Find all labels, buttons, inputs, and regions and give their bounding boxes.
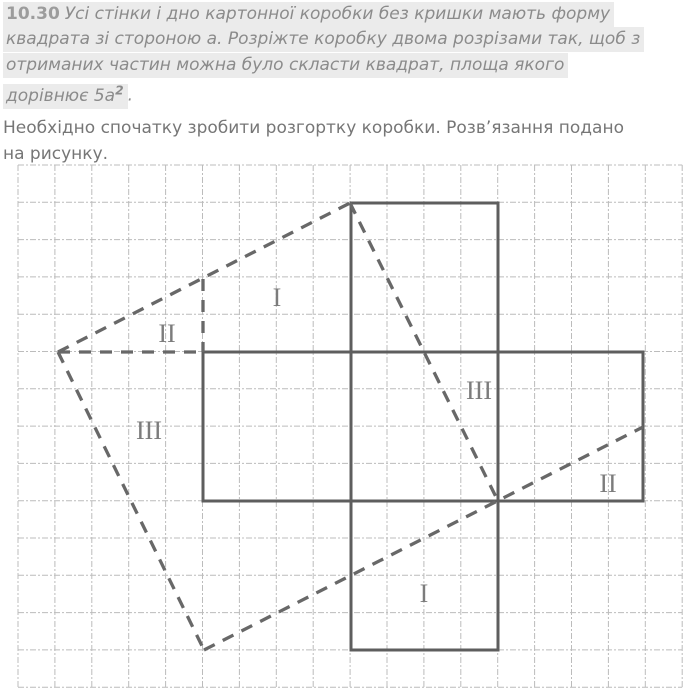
problem-text	[6, 83, 124, 106]
problem-line	[3, 2, 695, 27]
solution-line: Необхідно спочатку зробити розгортку коробки. Розв’язання подано	[3, 118, 624, 139]
problem-line	[3, 53, 695, 78]
problem-text: Усі стінки і дно картонної коробки без кришки мають форму	[64, 4, 611, 24]
region-label: II	[158, 319, 176, 348]
region-label: II	[599, 469, 617, 498]
formula-superscript: 2	[115, 83, 124, 98]
problem-line	[3, 78, 695, 109]
region-label: I	[419, 579, 429, 608]
problem-text: квадрата зі стороною a. Розріжте коробку двома розрізами так, щоб з	[6, 29, 641, 50]
problem-statement	[3, 2, 695, 167]
formula-text: дорівнює 5a	[6, 85, 116, 106]
region-label: III	[136, 416, 162, 445]
solution-line: на рисунку.	[3, 143, 109, 164]
figure	[0, 160, 695, 698]
region-label: III	[466, 376, 492, 405]
sentence-period: .	[127, 85, 134, 106]
figure-svg	[0, 160, 695, 698]
problem-text: отриманих частин можна було скласти квадрат, площа якого	[6, 54, 565, 75]
problem-line	[3, 27, 695, 52]
region-label: I	[272, 283, 282, 312]
problem-number: 10.30	[6, 4, 60, 24]
